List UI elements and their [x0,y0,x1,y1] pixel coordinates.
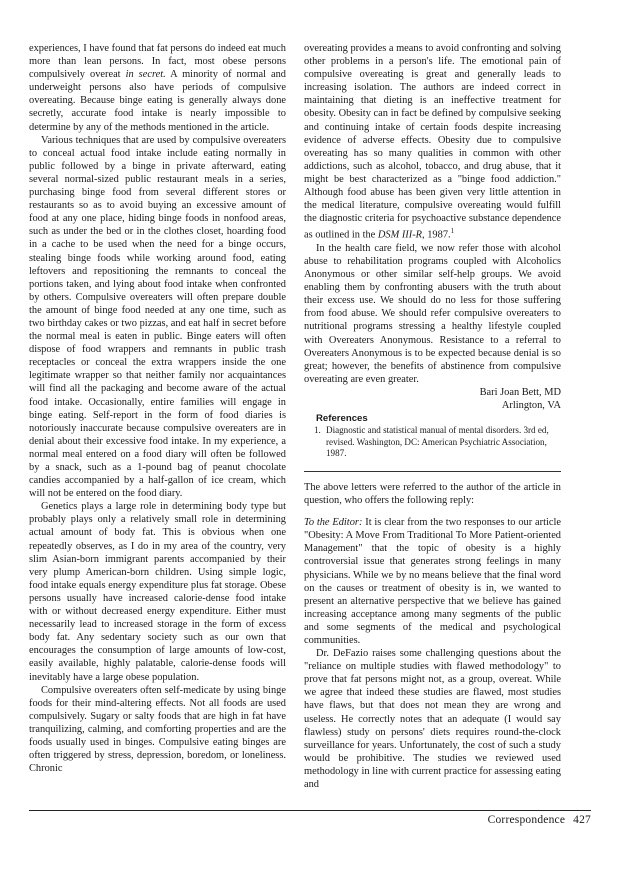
signature-name: Bari Joan Bett, MD [479,386,561,398]
left-column [29,42,286,775]
paragraph: In the health care field, we now refer those with alcohol abuse to rehabilitation programs coupled with Alcoholics Anonymous or other similar self-help groups. We avoid enabling them by confronting abusers with the truth about their excess use. We should do no less for those suffering from food abuse. We should refer compulsive overeaters to nutritional programs stressing a healthy lifestyle coupled with Overeaters Anonymous. Resistance to a referral to Overeaters Anonymous is to be expected because denial is so great; however, the benefits of abstinence from compulsive overeating are even greater. [304,242,561,385]
right-column [304,42,561,791]
paragraph: Various techniques that are used by compulsive overeaters to conceal actual food intake include eating normally in public followed by a binge in private afterward, eating several normal-sized public restaurant meals in a series, purchasing binge food from several different stores or restaurants so as to avoid buying an excessive amount of food at any one place, hiding binge foods in nonfood areas, such as under the bed or in the clothes closet, hoarding food in a cache to be used when the need for a binge occurs, stealing binge foods while working around food, eating leftovers and repositioning the remnants to conceal the portions taken, and lying about food intake when confronted by others. Compulsive overeaters will often prepare double the amount of binge food needed at any one time, such as two birthday cakes or two pizzas, and eat half in secret before the normal meal is eaten in public. Binge eaters will often dispose of food wrappers and remnants in public trash receptacles or conceal the extra wrappers inside the one legitimate wrapper so that neither family nor acquaintances will find all the packaging and become aware of the actual food intake. Occasionally, entire families will engage in binge eating. Self-report in the form of food diaries is notoriously inaccurate because compulsive overeaters are in denial about their excessive food intake. In my experience, a normal meal entered on a food diary will often be followed by a snack, such as a 1-pound bag of peanut chocolate candies accompanied by a half-gallon of ice cream, which will not be entered on the food diary. [29,134,286,500]
referral-note: The above letters were referred to the author of the article in question, who offers the following reply: [304,481,561,507]
page-footer [488,814,591,826]
signature-place: Arlington, VA [501,400,561,411]
paragraph: Compulsive overeaters often self-medicate by using binge foods for their mind-altering effects. Not all foods are used compulsively. Sugary or salty foods that are high in fat have tranquilizing, calming, and comforting properties and are the foods usually used in binges. Compulsive eating binges are often triggered by stress, depression, boredom, or loneliness. Chronic [29,684,286,775]
reply-paragraph: Dr. DeFazio raises some challenging questions about the "reliance on multiple studies with flawed methodology" to prove that fat persons might not, as a group, overeat. While we agree that indeed these studies are flawed, most studies have flaws, but that does not mean they are wrong and useless. He correctly notes that an adequate (I would say flawless) study on persons' diets requires round-the-clock surveillance for years. Unfortunately, the cost of such a study would be prohibitive. The studies we reviewed used methodology in line with current practice for assessing eating and [304,648,561,791]
reply-paragraph: To the Editor: It is clear from the two responses to our article "Obesity: A Move From Traditional To More Patient-oriented Management" that the topic of obesity is a highly controversial issue that generates strong feelings in many physicians. While we by no means believe that the final word on the causes or treatment of obesity is in, we wanted to present an alternative perspective that we believe has gained increasing acceptance among many segments of the public and some segments of the medical and psychological communities. [304,517,561,646]
reference-item: 1. Diagnostic and statistical manual of mental disorders. 3rd ed, revised. Washington, DC: American Psychiatric Association, 1987. [314,425,549,459]
footer-rule [29,810,591,811]
section-name: Correspondence [487,814,566,826]
paragraph: overeating provides a means to avoid confronting and solving other problems in a person's life. The emotional pain of compulsive overeating is great and generally leads to increasing isolation. The authors are indeed correct in maintaining that dieting is an ineffective treatment for obesity. Obesity can in fact be defined by compulsive seeking and continuing intake of certain foods despite increasing evidence of adverse effects. Obesity due to compulsive overeating has so many qualities in common with other addictions, such as alcohol, tobacco, and drug abuse, that it might be best characterized as a "binge food addiction." Although food abuse has been given very little attention in the medical literature, compulsive overeating would fulfill the diagnostic criteria for psychoactive substance dependence as outlined in the DSM III-R, 1987.$^1$ [304,43,561,241]
paragraph: experiences, I have found that fat persons do indeed eat much more than lean persons. In fact, most obese persons compulsively overeat in secret. A minority of normal and underweight persons also have periods of compulsive overeating. Because binge eating is generally always done secretly, accurate food intake is nearly impossible to determine by any of the methods mentioned in the article. [29,43,287,133]
paragraph: Genetics plays a large role in determining body type but probably plays only a relatively small role in determining actual amount of body fat. This is obvious when one repeatedly observes, as I do in my area of the country, very slim Asian-born immigrant parents accompanied by their very plump American-born children. Using simple logic, food intake equals energy expenditure plus fat storage. Obese persons usually have increased calorie-dense food intake with or without decreased energy expenditure. Either must necessarily lead to increased storage in the form of excess body fat. Any sedentary society such as our own that encourages the consumption of large amounts of low-cost, easily available, highly palatable, calorie-dense foods will inevitably have a large obese population. [29,501,286,683]
references-heading: References [316,413,368,425]
divider [304,471,561,472]
page-number: 427 [573,814,591,826]
